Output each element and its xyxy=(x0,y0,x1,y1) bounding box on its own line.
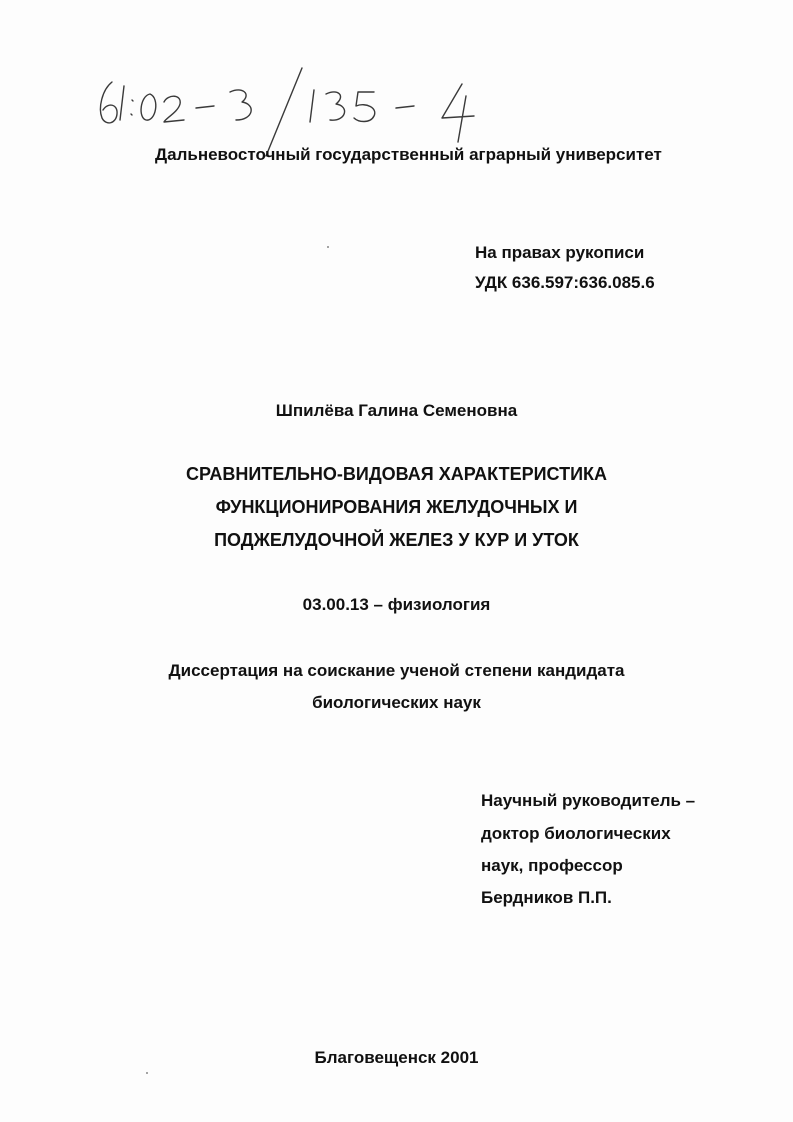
scan-speck xyxy=(146,1072,148,1074)
thesis-title-line: ПОДЖЕЛУДОЧНОЙ ЖЕЛЕЗ У КУР И УТОК xyxy=(214,530,579,550)
thesis-title-line: ФУНКЦИОНИРОВАНИЯ ЖЕЛУДОЧНЫХ И xyxy=(215,497,578,517)
degree-line: биологических наук xyxy=(312,693,481,712)
supervisor-line: наук, профессор xyxy=(481,856,623,875)
manuscript-rights-label: На правах рукописи xyxy=(475,243,645,262)
supervisor-line: доктор биологических xyxy=(481,824,671,843)
city-year: Благовещенск 2001 xyxy=(314,1048,479,1067)
university-name: Дальневосточный государственный аграрный университет xyxy=(155,145,662,164)
scan-speck xyxy=(327,246,329,248)
supervisor-name: Бердников П.П. xyxy=(481,888,612,907)
degree-line: Диссертация на соискание ученой степени кандидата xyxy=(168,661,625,680)
supervisor-line: Научный руководитель – xyxy=(481,791,696,810)
udc-code: УДК 636.597:636.085.6 xyxy=(475,273,655,292)
thesis-title-line: СРАВНИТЕЛЬНО-ВИДОВАЯ ХАРАКТЕРИСТИКА xyxy=(186,464,607,484)
author-name: Шпилёва Галина Семеновна xyxy=(275,401,518,420)
specialty-code: 03.00.13 – физиология xyxy=(302,595,491,614)
